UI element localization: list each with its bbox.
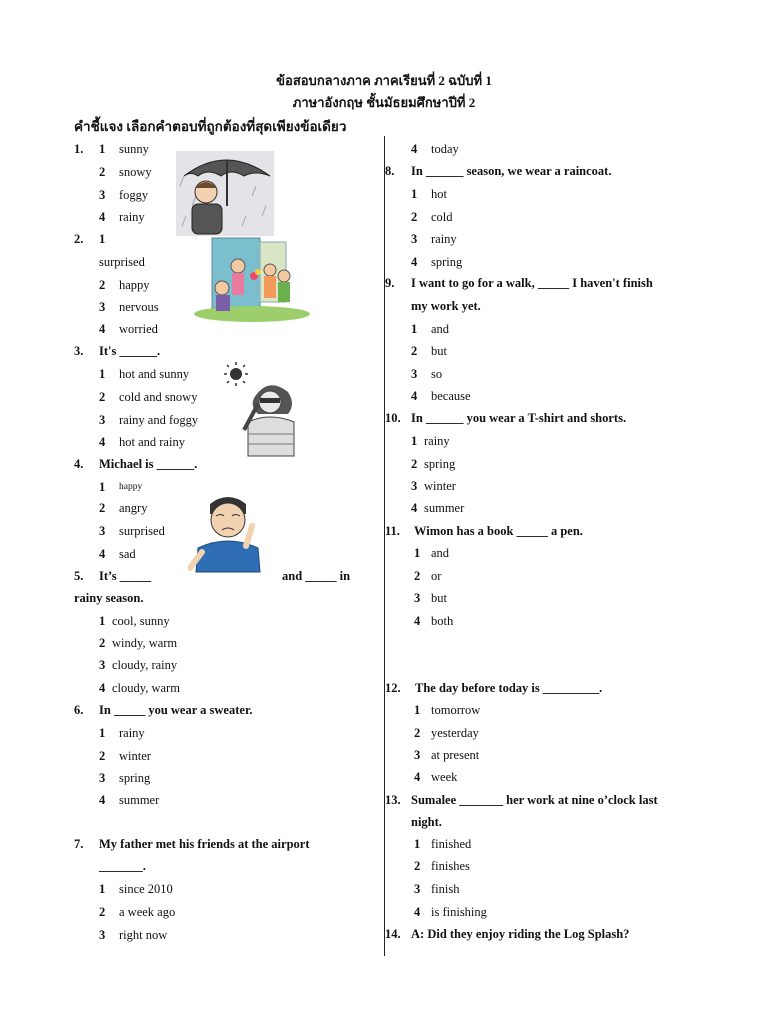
- q13-opt3-num: 3: [414, 882, 421, 896]
- q14-number: 14.: [385, 927, 401, 941]
- q7-opt4-num: 4: [411, 142, 418, 156]
- q10-opt1-text: rainy: [424, 434, 450, 448]
- q5-opt2-text: windy, warm: [112, 636, 178, 650]
- q11-opt1-text: and: [431, 546, 450, 560]
- q10-opt4-text: summer: [424, 501, 465, 515]
- q13-opt4-num: 4: [414, 905, 421, 919]
- q2-opt2-num: 2: [99, 278, 106, 292]
- q13-number: 13.: [385, 793, 401, 807]
- q8-stem: In ______ season, we wear a raincoat.: [411, 164, 612, 178]
- q10-opt3-text: winter: [424, 479, 456, 493]
- q1-opt1-num: 1: [99, 142, 106, 156]
- q13-opt3-text: finish: [431, 882, 460, 896]
- q9-stem-line2: my work yet.: [411, 299, 481, 313]
- q8-opt1-num: 1: [411, 187, 418, 201]
- q12-opt3-text: at present: [431, 748, 480, 762]
- q6-opt3-text: spring: [119, 771, 151, 785]
- q13-opt2-num: 2: [414, 859, 421, 873]
- q5-opt4-text: cloudy, warm: [112, 681, 180, 695]
- sunny-woman-picture: [218, 360, 300, 458]
- q9-opt2-num: 2: [411, 344, 418, 358]
- q5-number: 5.: [74, 569, 84, 583]
- q9-opt4-text: because: [431, 389, 471, 403]
- q11-opt2-num: 2: [414, 569, 421, 583]
- q10-opt4-num: 4: [411, 501, 418, 515]
- q6-opt4-num: 4: [99, 793, 106, 807]
- q2-opt3-text: nervous: [119, 300, 159, 314]
- q2-opt1-text: surprised: [99, 255, 145, 269]
- q1-opt4-num: 4: [99, 210, 106, 224]
- q6-opt1-text: rainy: [119, 726, 145, 740]
- q10-stem: In ______ you wear a T-shirt and shorts.: [411, 411, 627, 425]
- q3-opt2-text: cold and snowy: [119, 390, 198, 404]
- umbrella-boy-picture: [176, 146, 274, 236]
- q9-opt3-num: 3: [411, 367, 418, 381]
- q5-opt3-num: 3: [99, 658, 106, 672]
- q2-opt2-text: happy: [119, 278, 150, 292]
- q13-opt1-num: 1: [414, 837, 421, 851]
- q9-opt3-text: so: [431, 367, 443, 381]
- q10-opt1-num: 1: [411, 434, 418, 448]
- q4-opt2-num: 2: [99, 501, 106, 515]
- q1-opt3-text: foggy: [119, 188, 149, 202]
- q7-opt3-text: right now: [119, 928, 168, 942]
- q10-opt2-num: 2: [411, 457, 418, 471]
- q3-stem: It's ______.: [99, 344, 161, 358]
- q9-number: 9.: [385, 276, 395, 290]
- q8-number: 8.: [385, 164, 395, 178]
- q12-opt1-num: 1: [414, 703, 421, 717]
- q5-stem-c: rainy season.: [74, 591, 144, 605]
- q12-opt4-num: 4: [414, 770, 421, 784]
- q12-opt2-text: yesterday: [431, 726, 479, 740]
- q12-opt1-text: tomorrow: [431, 703, 481, 717]
- q8-opt2-num: 2: [411, 210, 418, 224]
- q1-opt2-text: snowy: [119, 165, 152, 179]
- friends-at-door-picture: [192, 236, 310, 324]
- q6-opt3-num: 3: [99, 771, 106, 785]
- q1-opt2-num: 2: [99, 165, 106, 179]
- q5-opt3-text: cloudy, rainy: [112, 658, 178, 672]
- q7-stem: My father met his friends at the airport: [99, 837, 310, 851]
- q9-opt1-text: and: [431, 322, 450, 336]
- q9-opt4-num: 4: [411, 389, 418, 403]
- q11-opt4-text: both: [431, 614, 454, 628]
- sad-boy-picture: [188, 492, 268, 574]
- q5-opt2-num: 2: [99, 636, 106, 650]
- q7-stem-line2: _______.: [99, 859, 146, 873]
- q6-opt4-text: summer: [119, 793, 160, 807]
- q2-number: 2.: [74, 232, 84, 246]
- q7-opt3-num: 3: [99, 928, 106, 942]
- q11-number: 11.: [385, 524, 400, 538]
- q7-opt1-text: since 2010: [119, 882, 173, 896]
- q1-number: 1.: [74, 142, 84, 156]
- q7-opt2-text: a week ago: [119, 905, 176, 919]
- q4-opt2-text: angry: [119, 501, 148, 515]
- q14-stem: A: Did they enjoy riding the Log Splash?: [411, 927, 630, 941]
- q10-opt2-text: spring: [424, 457, 456, 471]
- q3-opt1-num: 1: [99, 367, 106, 381]
- q11-stem: Wimon has a book _____ a pen.: [414, 524, 583, 538]
- q9-opt1-num: 1: [411, 322, 418, 336]
- q10-number: 10.: [385, 411, 401, 425]
- q6-opt2-text: winter: [119, 749, 151, 763]
- q7-opt1-num: 1: [99, 882, 106, 896]
- q2-opt3-num: 3: [99, 300, 106, 314]
- q11-opt4-num: 4: [414, 614, 421, 628]
- q13-opt4-text: is finishing: [431, 905, 487, 919]
- q13-stem-line2: night.: [411, 815, 442, 829]
- q4-opt4-num: 4: [99, 547, 106, 561]
- q7-opt2-num: 2: [99, 905, 106, 919]
- q9-stem: I want to go for a walk, _____ I haven't finish: [411, 276, 653, 290]
- q2-opt4-text: worried: [119, 322, 158, 336]
- q4-opt1-text: happy: [119, 482, 143, 492]
- q13-stem: Sumalee _______ her work at nine o’clock last: [411, 793, 658, 807]
- q4-opt4-text: sad: [119, 547, 136, 561]
- q1-opt3-num: 3: [99, 188, 106, 202]
- q7-number: 7.: [74, 837, 84, 851]
- q3-opt3-text: rainy and foggy: [119, 413, 199, 427]
- q13-opt1-text: finished: [431, 837, 472, 851]
- q4-stem: Michael is ______.: [99, 457, 198, 471]
- q6-number: 6.: [74, 703, 84, 717]
- q11-opt3-text: but: [431, 591, 447, 605]
- exam-title: ข้อสอบกลางภาค ภาคเรียนที่ 2 ฉบับที่ 1: [276, 73, 492, 88]
- instructions: คำชี้แจง เลือกคำตอบที่ถูกต้องที่สุดเพียงข้อเดียว: [74, 119, 347, 134]
- q3-opt4-num: 4: [99, 435, 106, 449]
- q1-opt1-text: sunny: [119, 142, 149, 156]
- q9-opt2-text: but: [431, 344, 447, 358]
- q12-opt4-text: week: [431, 770, 458, 784]
- q8-opt3-num: 3: [411, 232, 418, 246]
- column-divider: [384, 136, 385, 956]
- q6-stem: In _____ you wear a sweater.: [99, 703, 253, 717]
- exam-subtitle: ภาษาอังกฤษ ชั้นมัธยมศึกษาปีที่ 2: [292, 95, 476, 110]
- q3-opt3-num: 3: [99, 413, 106, 427]
- q11-opt2-text: or: [431, 569, 442, 583]
- q4-opt1-num: 1: [99, 480, 106, 494]
- q5-opt1-text: cool, sunny: [112, 614, 170, 628]
- q8-opt1-text: hot: [431, 187, 447, 201]
- q3-number: 3.: [74, 344, 84, 358]
- q13-opt2-text: finishes: [431, 859, 470, 873]
- q3-opt1-text: hot and sunny: [119, 367, 190, 381]
- q8-opt2-text: cold: [431, 210, 453, 224]
- q2-opt1-num: 1: [99, 232, 106, 246]
- q7-opt4-text: today: [431, 142, 459, 156]
- q2-opt4-num: 4: [99, 322, 106, 336]
- q12-number: 12.: [385, 681, 401, 695]
- q8-opt4-text: spring: [431, 255, 463, 269]
- q6-opt2-num: 2: [99, 749, 106, 763]
- q10-opt3-num: 3: [411, 479, 418, 493]
- q12-opt3-num: 3: [414, 748, 421, 762]
- q4-opt3-num: 3: [99, 524, 106, 538]
- q5-opt1-num: 1: [99, 614, 106, 628]
- q8-opt4-num: 4: [411, 255, 418, 269]
- q6-opt1-num: 1: [99, 726, 106, 740]
- q12-opt2-num: 2: [414, 726, 421, 740]
- q12-stem: The day before today is _________.: [415, 681, 603, 695]
- q3-opt4-text: hot and rainy: [119, 435, 185, 449]
- q11-opt1-num: 1: [414, 546, 421, 560]
- q5-opt4-num: 4: [99, 681, 106, 695]
- q8-opt3-text: rainy: [431, 232, 457, 246]
- q1-opt4-text: rainy: [119, 210, 145, 224]
- q5-stem-a: It’s _____: [99, 569, 151, 583]
- q3-opt2-num: 2: [99, 390, 106, 404]
- q4-opt3-text: surprised: [119, 524, 165, 538]
- q11-opt3-num: 3: [414, 591, 421, 605]
- q5-stem-b: and _____ in: [282, 569, 351, 583]
- q4-number: 4.: [74, 457, 84, 471]
